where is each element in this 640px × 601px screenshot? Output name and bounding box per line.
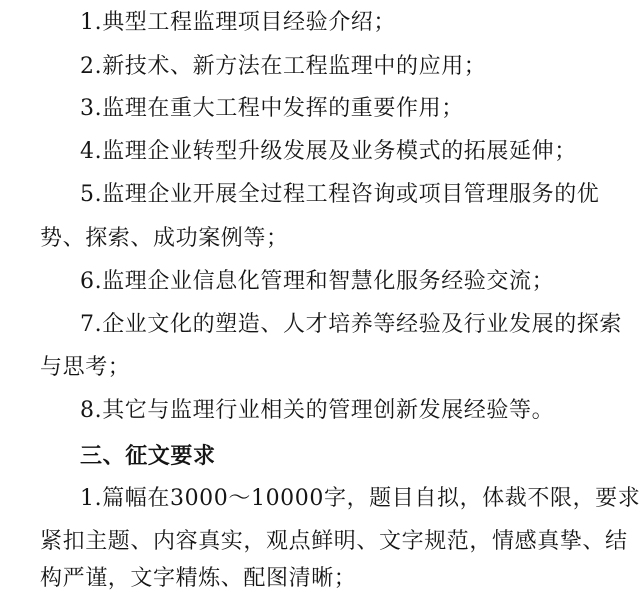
list-item-5: 5.监理企业开展全过程工程咨询或项目管理服务的优	[80, 182, 600, 207]
section-heading: 三、征文要求	[80, 443, 216, 469]
list-item-1: 1.典型工程监理项目经验介绍；	[80, 10, 396, 35]
requirement-item-1-continued-2: 构严谨，文字精炼、配图清晰；	[40, 566, 357, 591]
list-item-5-continued: 势、探索、成功案例等；	[40, 226, 289, 251]
list-item-3: 3.监理在重大工程中发挥的重要作用；	[80, 96, 464, 121]
list-item-7: 7.企业文化的塑造、人才培养等经验及行业发展的探索	[80, 312, 622, 337]
requirement-item-1: 1.篇幅在3000～10000字，题目自拟，体裁不限，要求	[80, 486, 640, 511]
list-item-7-continued: 与思考；	[40, 355, 131, 380]
list-item-6: 6.监理企业信息化管理和智慧化服务经验交流；	[80, 269, 555, 294]
list-item-2: 2.新技术、新方法在工程监理中的应用；	[80, 54, 487, 79]
list-item-8: 8.其它与监理行业相关的管理创新发展经验等。	[80, 398, 555, 423]
requirement-item-1-continued: 紧扣主题、内容真实，观点鲜明、文字规范，情感真挚、结	[40, 529, 628, 554]
list-item-4: 4.监理企业转型升级发展及业务模式的拓展延伸；	[80, 139, 577, 164]
